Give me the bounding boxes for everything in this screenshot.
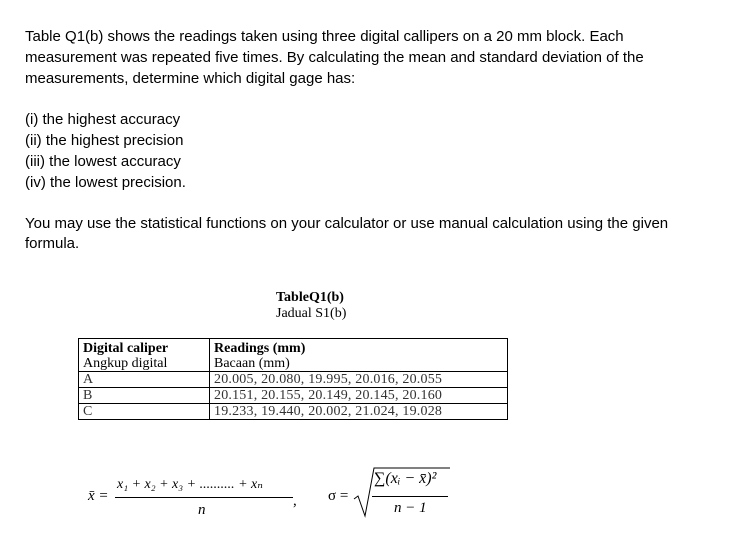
header-caliper-my: Angkup digital [83, 356, 168, 371]
header-readings-cell [210, 339, 508, 372]
caliper-cell: C [79, 404, 210, 420]
header-readings-en: Readings (mm) [214, 341, 306, 356]
sd-formula-denominator: n − 1 [394, 500, 427, 516]
table-caption [276, 290, 456, 322]
question-item-4: (iv) the lowest precision. [25, 173, 186, 191]
readings-cell: 20.151, 20.155, 20.149, 20.145, 20.160 [210, 388, 508, 404]
question-text [25, 27, 715, 255]
formula-separator: , [293, 493, 297, 509]
table-row [79, 404, 508, 420]
caliper-cell: B [79, 388, 210, 404]
question-item-2: (ii) the highest precision [25, 132, 184, 150]
mean-formula-lhs: x̄ = [88, 488, 109, 504]
question-item-3: (iii) the lowest accuracy [25, 152, 181, 170]
readings-table [78, 338, 508, 420]
question-intro: Table Q1(b) shows the readings taken using three digital callipers on a 20 mm block. Each measurement was repeated five times. By calculating the mean and standard deviation of the measurements, determine which digital gage has: [25, 28, 644, 87]
header-caliper-cell [79, 339, 210, 372]
mean-formula-numerator: x₁ + x₂ + x₃ + .......... + xₙ [117, 477, 263, 492]
table-row [79, 372, 508, 388]
question-note: You may use the statistical functions on your calculator or use manual calculation using the given formula. [25, 214, 669, 253]
table-caption-my: Jadual S1(b) [276, 306, 347, 321]
caliper-cell: A [79, 372, 210, 388]
readings-cell: 20.005, 20.080, 19.995, 20.016, 20.055 [210, 372, 508, 388]
mean-fraction-line [115, 497, 293, 498]
question-item-1: (i) the highest accuracy [25, 111, 181, 129]
table-row [79, 388, 508, 404]
table-caption-en: TableQ1(b) [276, 290, 344, 305]
header-caliper-en: Digital caliper [83, 341, 169, 356]
readings-cell: 19.233, 19.440, 20.002, 21.024, 19.028 [210, 404, 508, 420]
sd-fraction-line [372, 496, 448, 497]
table-header-row [79, 339, 508, 372]
sd-formula-lhs: σ = [328, 488, 349, 504]
header-readings-my: Bacaan (mm) [214, 356, 290, 371]
sd-formula-numerator: ∑(xᵢ − x̄)² [374, 470, 437, 487]
mean-formula-denominator: n [198, 502, 206, 518]
